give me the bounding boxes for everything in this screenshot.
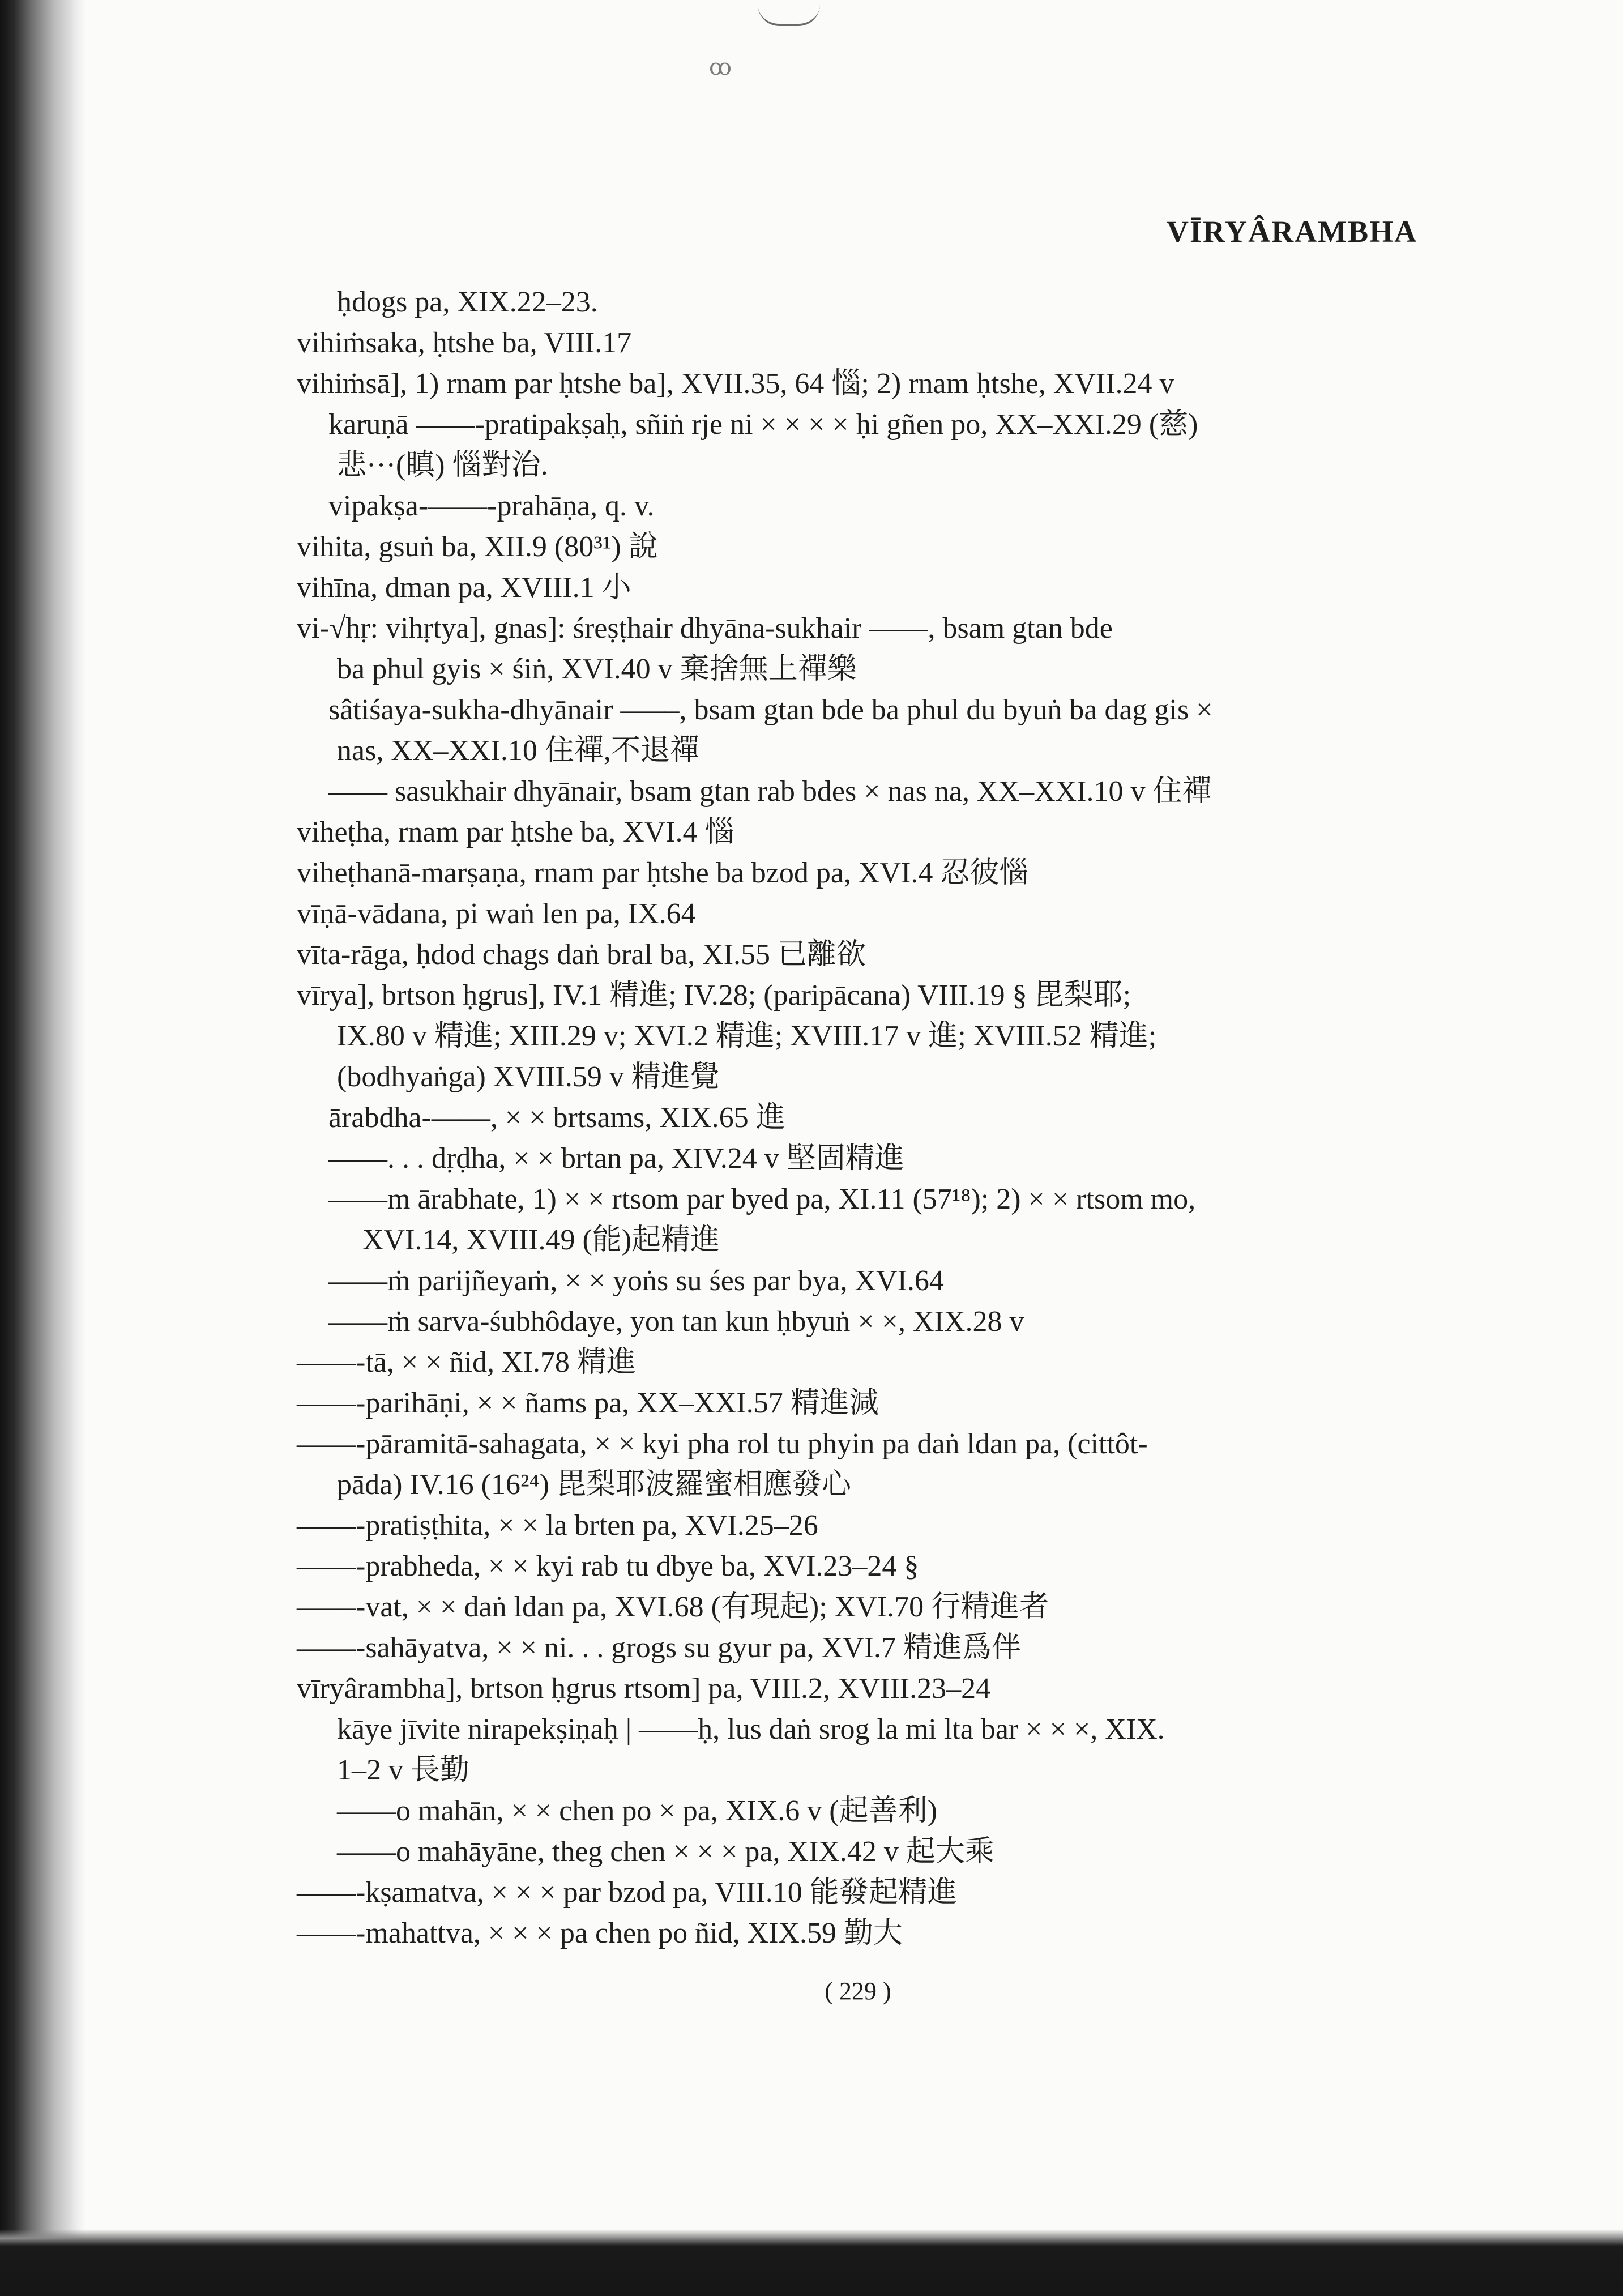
entry-line: vīta-rāga, ḥdod chags daṅ bral ba, XI.55 已離欲 (297, 938, 866, 971)
entry-line: ––––ṁ parijñeyaṁ, × × yoṅs su śes par bya, XVI.64 (328, 1265, 944, 1297)
entry-line: ––––-pāramitā-sahagata, × × kyi pha rol tu phyin pa daṅ ldan pa, (cittôt- (297, 1428, 1148, 1460)
entry-line: ––––m ārabhate, 1) × × rtsom par byed pa, XI.11 (57¹⁸); 2) × × rtsom mo, (328, 1183, 1196, 1215)
entry-line: ba phul gyis × śiṅ, XVI.40 v 棄捨無上禪樂 (337, 653, 857, 685)
entry-line: –––– sasukhair dhyānair, bsam gtan rab bdes × nas na, XX–XXI.10 v 住禪 (328, 775, 1212, 808)
top-handwritten-glyph: ꝏ (709, 54, 732, 80)
entry-line: ––––-prabheda, × × kyi rab tu dbye ba, XVI.23–24 § (297, 1550, 919, 1582)
entry-line: ḥdogs pa, XIX.22–23. (337, 286, 598, 318)
entry-line: viheṭha, rnam par ḥtshe ba, XVI.4 惱 (297, 816, 734, 848)
entry-line: ––––-pratiṣṭhita, × × la brten pa, XVI.25–26 (297, 1509, 818, 1542)
entry-line: kāye jīvite nirapekṣiṇaḥ | ––––ḥ, lus daṅ srog la mi lta bar × × ×, XIX. (337, 1713, 1165, 1746)
entry-line: ––––ṁ sarva-śubhôdaye, yon tan kun ḥbyuṅ × ×, XIX.28 v (328, 1305, 1024, 1338)
entry-line: sâtiśaya-sukha-dhyānair ––––, bsam gtan bde ba phul du byuṅ ba dag gis × (328, 694, 1213, 726)
entry-line: vihiṁsaka, ḥtshe ba, VIII.17 (297, 327, 632, 359)
entry-line: vihita, gsuṅ ba, XII.9 (80³¹) 說 (297, 531, 658, 563)
entry-line: pāda) IV.16 (16²⁴) 毘梨耶波羅蜜相應發心 (337, 1469, 851, 1501)
entry-line: vi-√hṛ: vihṛtya], gnas]: śreṣṭhair dhyāna-sukhair ––––, bsam gtan bde (297, 612, 1113, 645)
entry-line: viheṭhanā-marṣaṇa, rnam par ḥtshe ba bzod pa, XVI.4 忍彼惱 (297, 857, 1029, 889)
entry-line: ––––-tā, × × ñid, XI.78 精進 (297, 1346, 636, 1379)
entry-line: ––––-kṣamatva, × × × par bzod pa, VIII.10 能發起精進 (297, 1876, 957, 1909)
entry-line: ––––. . . dṛḍha, × × brtan pa, XIV.24 v 堅固精進 (328, 1142, 904, 1175)
entry-line: XVI.14, XVIII.49 (能)起精進 (362, 1224, 720, 1256)
entry-line: (bodhyaṅga) XVIII.59 v 精進覺 (337, 1061, 720, 1093)
entry-line: 悲···(瞋) 惱對治. (337, 449, 548, 481)
running-head: VĪRYÂRAMBHA (1167, 215, 1418, 249)
entry-line: ––––o mahān, × × chen po × pa, XIX.6 v (起善利) (337, 1795, 937, 1827)
entry-line: vihīna, dman pa, XVIII.1 小 (297, 571, 631, 604)
entry-line: vīryârambha], brtson ḥgrus rtsom] pa, VIII.2, XVIII.23–24 (297, 1672, 991, 1705)
entry-line: ārabdha-––––, × × brtsams, XIX.65 進 (328, 1102, 785, 1134)
entry-line: IX.80 v 精進; XIII.29 v; XVI.2 精進; XVIII.17 v 進; XVIII.52 精進; (337, 1020, 1157, 1052)
entry-line: ––––-vat, × × daṅ ldan pa, XVI.68 (有現起); XVI.70 行精進者 (297, 1591, 1049, 1623)
entry-line: ––––-mahattva, × × × pa chen po ñid, XIX.59 勤大 (297, 1917, 903, 1949)
entry-line: vīrya], brtson ḥgrus], IV.1 精進; IV.28; (paripācana) VIII.19 § 毘梨耶; (297, 979, 1131, 1012)
entry-line: karuṇā ––––-pratipakṣaḥ, sñiṅ rje ni × × × × ḥi gñen po, XX–XXI.29 (慈) (328, 408, 1198, 441)
entry-line: vipakṣa-––––-prahāṇa, q. v. (328, 490, 655, 522)
page-number: ( 229 ) (825, 1977, 891, 2005)
entry-line: ––––o mahāyāne, theg chen × × × pa, XIX.42 v 起大乘 (337, 1836, 994, 1868)
entry-line: vihiṁsā], 1) rnam par ḥtshe ba], XVII.35, 64 惱; 2) rnam ḥtshe, XVII.24 v (297, 368, 1174, 400)
entry-line: nas, XX–XXI.10 住禪,不退禪 (337, 735, 699, 767)
entry-line: vīṇā-vādana, pi waṅ len pa, IX.64 (297, 898, 696, 930)
entry-line: ––––-sahāyatva, × × ni. . . grogs su gyur pa, XVI.7 精進爲伴 (297, 1632, 1022, 1664)
entry-line: ––––-parihāṇi, × × ñams pa, XX–XXI.57 精進減 (297, 1387, 879, 1419)
entry-line: 1–2 v 長勤 (337, 1754, 470, 1786)
